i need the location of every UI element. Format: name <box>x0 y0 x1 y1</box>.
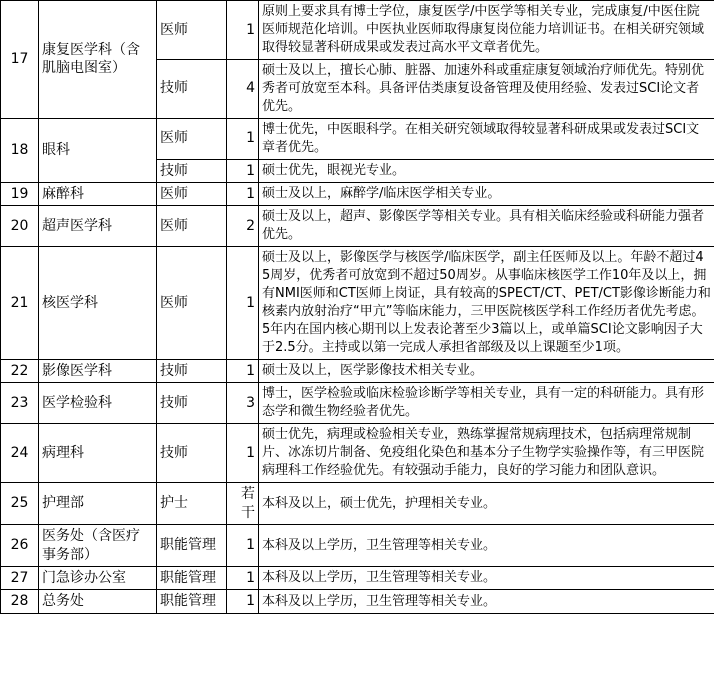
row-department: 门急诊办公室 <box>39 566 157 589</box>
row-post: 职能管理 <box>157 566 227 589</box>
row-count: 4 <box>227 59 259 118</box>
table-row <box>1 590 714 613</box>
row-department: 眼科 <box>39 118 157 182</box>
row-department: 超声医学科 <box>39 206 157 247</box>
row-requirement: 硕士及以上，超声、影像医学等相关专业。具有相关临床经验或科研能力强者优先。 <box>259 206 714 247</box>
row-count: 若干 <box>227 483 259 525</box>
table-row <box>1 182 714 205</box>
row-requirement: 硕士及以上，麻醉学/临床医学相关专业。 <box>259 182 714 205</box>
row-requirement: 硕士及以上，影像医学与核医学/临床医学，副主任医师及以上。年龄不超过45周岁，优秀者可放宽到不超过50周岁。从事临床核医学工作10年及以上，拥有NMI医师和CT医师上岗证，具有较高的SPECT/CT、PET/CT影像诊断能力和核素内放射治疗“甲亢”等临床能力，三甲医院核医学科工作经历者优先考虑。5年内在国内核心期刊以上发表论著至少3篇以上，或单篇SCI论文影响因子大于2.5分。主持或以第一完成人承担省部级及以上课题至少1项。 <box>259 247 714 360</box>
row-no: 17 <box>1 1 39 119</box>
row-no: 24 <box>1 424 39 483</box>
row-requirement: 本科及以上学历，卫生管理等相关专业。 <box>259 525 714 567</box>
row-no: 28 <box>1 590 39 613</box>
table-row <box>1 118 714 159</box>
table-row <box>1 566 714 589</box>
row-department: 医务处（含医疗事务部） <box>39 525 157 567</box>
row-department: 康复医学科（含肌脑电图室） <box>39 1 157 119</box>
row-requirement: 博士，医学检验或临床检验诊断学等相关专业，具有一定的科研能力。具有形态学和微生物经验者优先。 <box>259 383 714 424</box>
row-no: 18 <box>1 118 39 182</box>
row-post: 医师 <box>157 247 227 360</box>
row-requirement: 硕士及以上，医学影像技术相关专业。 <box>259 359 714 382</box>
row-no: 20 <box>1 206 39 247</box>
table-row <box>1 206 714 247</box>
row-requirement: 硕士优先，眼视光专业。 <box>259 159 714 182</box>
row-post: 技师 <box>157 359 227 382</box>
row-post: 护士 <box>157 483 227 525</box>
row-post: 职能管理 <box>157 590 227 613</box>
row-no: 23 <box>1 383 39 424</box>
row-no: 22 <box>1 359 39 382</box>
row-count: 1 <box>227 1 259 60</box>
table-row <box>1 424 714 483</box>
row-department: 核医学科 <box>39 247 157 360</box>
row-no: 19 <box>1 182 39 205</box>
row-post: 医师 <box>157 182 227 205</box>
row-requirement: 硕士优先，病理或检验相关专业，熟练掌握常规病理技术，包括病理常规制片、冰冻切片制备、免疫组化染色和基本分子生物学实验操作等，有三甲医院病理科工作经验优先。有较强动手能力，良好的学习能力和团队意识。 <box>259 424 714 483</box>
row-count: 1 <box>227 359 259 382</box>
row-count: 3 <box>227 383 259 424</box>
row-post: 技师 <box>157 59 227 118</box>
row-post: 职能管理 <box>157 525 227 567</box>
row-count: 1 <box>227 525 259 567</box>
row-no: 27 <box>1 566 39 589</box>
row-post: 医师 <box>157 1 227 60</box>
table-row <box>1 359 714 382</box>
row-no: 25 <box>1 483 39 525</box>
row-department: 总务处 <box>39 590 157 613</box>
row-requirement: 本科及以上，硕士优先，护理相关专业。 <box>259 483 714 525</box>
row-department: 病理科 <box>39 424 157 483</box>
table-row <box>1 1 714 60</box>
row-requirement: 博士优先，中医眼科学。在相关研究领域取得较显著科研成果或发表过SCI文章者优先。 <box>259 118 714 159</box>
row-department: 影像医学科 <box>39 359 157 382</box>
row-post: 技师 <box>157 424 227 483</box>
table-row <box>1 383 714 424</box>
table-row <box>1 525 714 567</box>
row-no: 26 <box>1 525 39 567</box>
row-department: 麻醉科 <box>39 182 157 205</box>
row-count: 1 <box>227 566 259 589</box>
row-post: 技师 <box>157 383 227 424</box>
row-count: 1 <box>227 159 259 182</box>
table-row <box>1 483 714 525</box>
row-department: 医学检验科 <box>39 383 157 424</box>
row-count: 1 <box>227 424 259 483</box>
row-count: 1 <box>227 118 259 159</box>
row-department: 护理部 <box>39 483 157 525</box>
row-requirement: 本科及以上学历，卫生管理等相关专业。 <box>259 566 714 589</box>
row-post: 医师 <box>157 206 227 247</box>
row-post: 医师 <box>157 118 227 159</box>
row-count: 1 <box>227 247 259 360</box>
table-row <box>1 247 714 360</box>
row-post: 技师 <box>157 159 227 182</box>
row-requirement: 硕士及以上，擅长心肺、脏器、加速外科或重症康复领域治疗师优先。特别优秀者可放宽至本科。具备评估类康复设备管理及使用经验、发表过SCI论文者优先。 <box>259 59 714 118</box>
row-count: 1 <box>227 590 259 613</box>
row-count: 2 <box>227 206 259 247</box>
row-no: 21 <box>1 247 39 360</box>
row-count: 1 <box>227 182 259 205</box>
row-requirement: 本科及以上学历，卫生管理等相关专业。 <box>259 590 714 613</box>
row-requirement: 原则上要求具有博士学位，康复医学/中医学等相关专业，完成康复/中医住院医师规范化培训。中医执业医师取得康复岗位能力培训证书。在相关研究领域取得较显著科研成果或发表过高水平文章者优先。 <box>259 1 714 60</box>
